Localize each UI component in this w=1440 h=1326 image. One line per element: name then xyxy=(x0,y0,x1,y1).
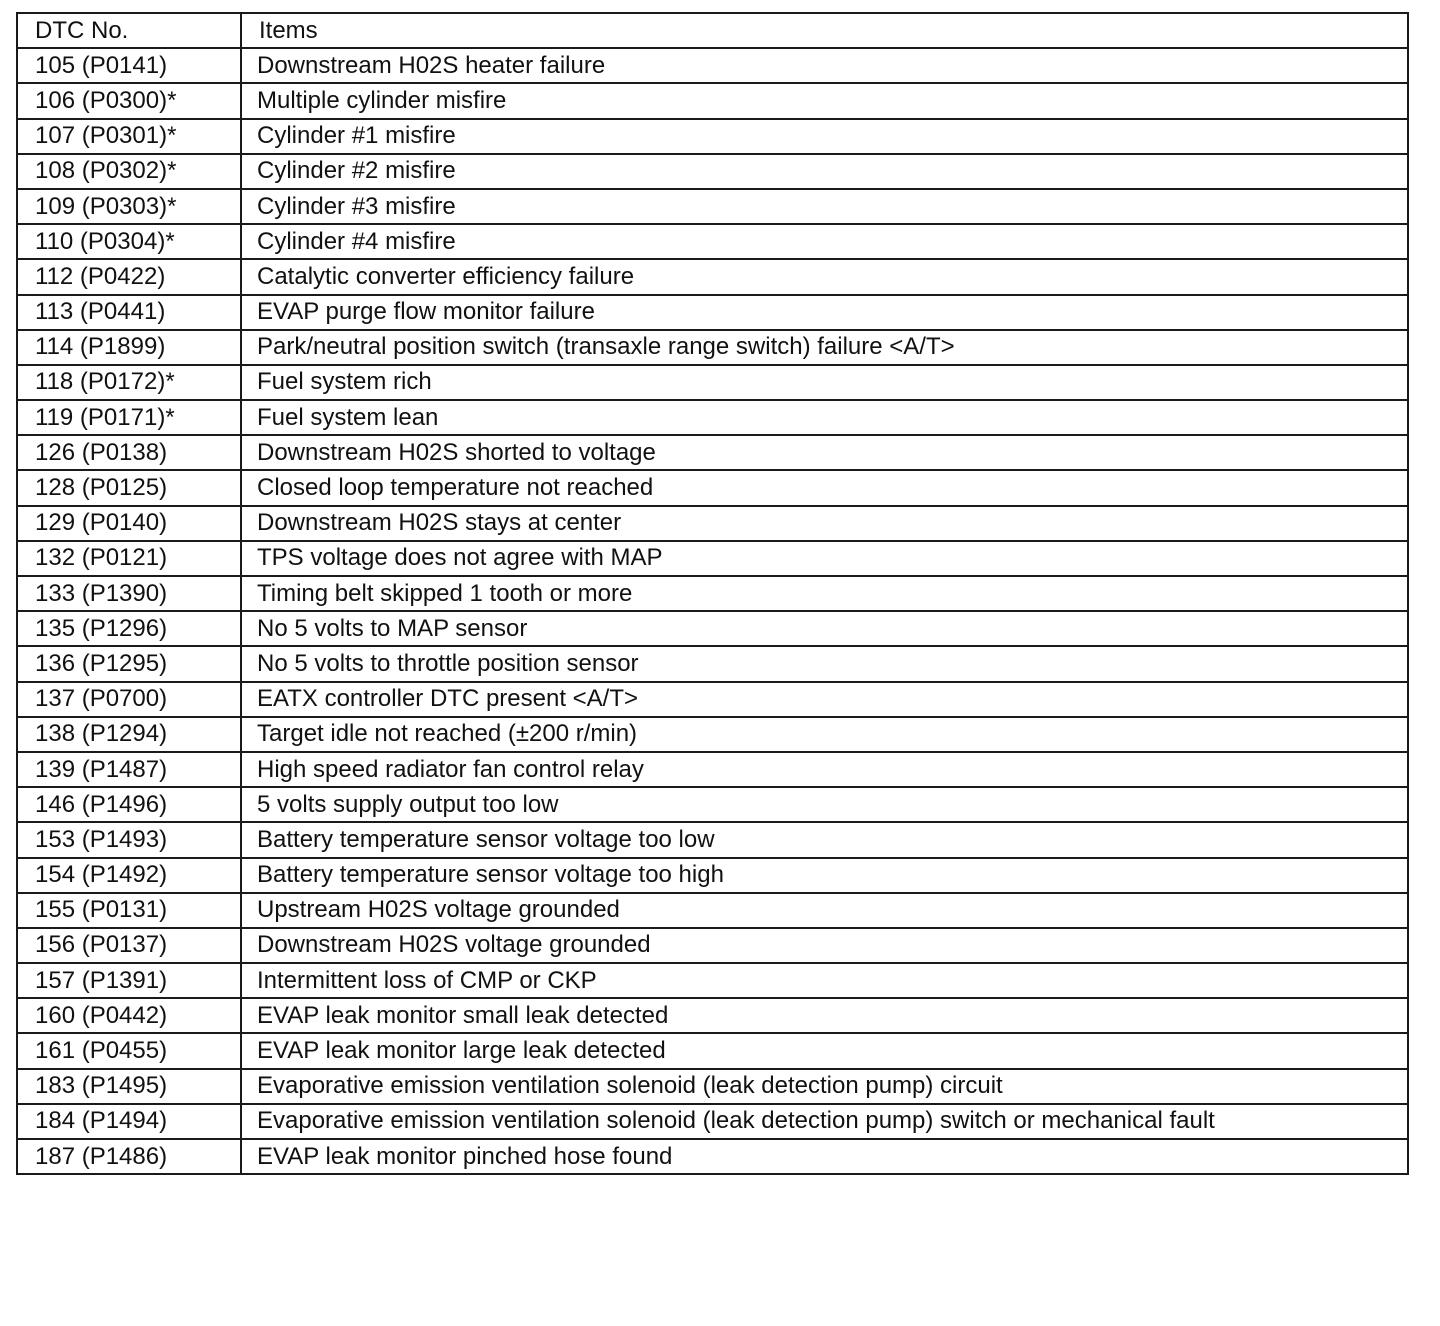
dtc-item-cell: Downstream H02S voltage grounded xyxy=(241,928,1408,963)
dtc-item-cell: Cylinder #3 misfire xyxy=(241,189,1408,224)
dtc-code-cell: 108 (P0302)* xyxy=(17,154,241,189)
dtc-item-cell: Multiple cylinder misfire xyxy=(241,83,1408,118)
dtc-code-cell: 129 (P0140) xyxy=(17,506,241,541)
dtc-code-cell: 139 (P1487) xyxy=(17,752,241,787)
table-row xyxy=(17,541,1408,576)
dtc-item-cell: Cylinder #4 misfire xyxy=(241,224,1408,259)
dtc-item-cell: Closed loop temperature not reached xyxy=(241,470,1408,505)
dtc-item-cell: Intermittent loss of CMP or CKP xyxy=(241,963,1408,998)
dtc-code-cell: 155 (P0131) xyxy=(17,893,241,928)
table-body xyxy=(17,48,1408,1174)
dtc-item-cell: Evaporative emission ventilation solenoid (leak detection pump) circuit xyxy=(241,1069,1408,1104)
dtc-item-cell: Evaporative emission ventilation solenoid (leak detection pump) switch or mechanical fault xyxy=(241,1104,1408,1139)
dtc-item-cell: Downstream H02S heater failure xyxy=(241,48,1408,83)
table-row xyxy=(17,858,1408,893)
table-row xyxy=(17,48,1408,83)
dtc-item-cell: Battery temperature sensor voltage too high xyxy=(241,858,1408,893)
dtc-code-cell: 109 (P0303)* xyxy=(17,189,241,224)
dtc-item-cell: TPS voltage does not agree with MAP xyxy=(241,541,1408,576)
column-header-items: Items xyxy=(241,13,1408,48)
dtc-item-cell: EVAP leak monitor pinched hose found xyxy=(241,1139,1408,1174)
dtc-code-cell: 132 (P0121) xyxy=(17,541,241,576)
table-row xyxy=(17,822,1408,857)
dtc-item-cell: EATX controller DTC present <A/T> xyxy=(241,682,1408,717)
table-row xyxy=(17,119,1408,154)
dtc-code-cell: 160 (P0442) xyxy=(17,998,241,1033)
dtc-code-cell: 114 (P1899) xyxy=(17,330,241,365)
column-header-dtc-no: DTC No. xyxy=(17,13,241,48)
table-header xyxy=(17,13,1408,48)
dtc-code-cell: 107 (P0301)* xyxy=(17,119,241,154)
dtc-code-cell: 154 (P1492) xyxy=(17,858,241,893)
dtc-item-cell: 5 volts supply output too low xyxy=(241,787,1408,822)
dtc-code-cell: 183 (P1495) xyxy=(17,1069,241,1104)
table-row xyxy=(17,1069,1408,1104)
dtc-code-cell: 126 (P0138) xyxy=(17,435,241,470)
dtc-item-cell: EVAP purge flow monitor failure xyxy=(241,295,1408,330)
table-row xyxy=(17,963,1408,998)
dtc-code-cell: 157 (P1391) xyxy=(17,963,241,998)
table-row xyxy=(17,400,1408,435)
dtc-code-cell: 187 (P1486) xyxy=(17,1139,241,1174)
dtc-code-cell: 113 (P0441) xyxy=(17,295,241,330)
dtc-code-cell: 184 (P1494) xyxy=(17,1104,241,1139)
dtc-item-cell: No 5 volts to throttle position sensor xyxy=(241,646,1408,681)
dtc-item-cell: Cylinder #1 misfire xyxy=(241,119,1408,154)
table-row xyxy=(17,576,1408,611)
dtc-code-cell: 128 (P0125) xyxy=(17,470,241,505)
dtc-code-cell: 135 (P1296) xyxy=(17,611,241,646)
table-row xyxy=(17,998,1408,1033)
dtc-item-cell: Fuel system rich xyxy=(241,365,1408,400)
table-row xyxy=(17,154,1408,189)
table-row xyxy=(17,506,1408,541)
dtc-item-cell: Timing belt skipped 1 tooth or more xyxy=(241,576,1408,611)
dtc-item-cell: Downstream H02S shorted to voltage xyxy=(241,435,1408,470)
dtc-item-cell: EVAP leak monitor large leak detected xyxy=(241,1033,1408,1068)
table-row xyxy=(17,435,1408,470)
dtc-item-cell: Battery temperature sensor voltage too low xyxy=(241,822,1408,857)
dtc-code-cell: 138 (P1294) xyxy=(17,717,241,752)
table-row xyxy=(17,1033,1408,1068)
table-row xyxy=(17,224,1408,259)
dtc-code-cell: 153 (P1493) xyxy=(17,822,241,857)
dtc-code-cell: 156 (P0137) xyxy=(17,928,241,963)
dtc-code-cell: 105 (P0141) xyxy=(17,48,241,83)
table-row xyxy=(17,330,1408,365)
table-row xyxy=(17,611,1408,646)
dtc-item-cell: Park/neutral position switch (transaxle range switch) failure <A/T> xyxy=(241,330,1408,365)
dtc-item-cell: Catalytic converter efficiency failure xyxy=(241,259,1408,294)
table-row xyxy=(17,295,1408,330)
table-row xyxy=(17,365,1408,400)
table-row xyxy=(17,83,1408,118)
dtc-code-cell: 119 (P0171)* xyxy=(17,400,241,435)
dtc-item-cell: No 5 volts to MAP sensor xyxy=(241,611,1408,646)
dtc-item-cell: Cylinder #2 misfire xyxy=(241,154,1408,189)
table-row xyxy=(17,646,1408,681)
dtc-code-cell: 133 (P1390) xyxy=(17,576,241,611)
dtc-item-cell: Downstream H02S stays at center xyxy=(241,506,1408,541)
dtc-code-cell: 146 (P1496) xyxy=(17,787,241,822)
dtc-code-cell: 161 (P0455) xyxy=(17,1033,241,1068)
dtc-item-cell: Upstream H02S voltage grounded xyxy=(241,893,1408,928)
table-row xyxy=(17,1139,1408,1174)
table-row xyxy=(17,189,1408,224)
dtc-code-cell: 137 (P0700) xyxy=(17,682,241,717)
dtc-item-cell: EVAP leak monitor small leak detected xyxy=(241,998,1408,1033)
table-row xyxy=(17,928,1408,963)
dtc-code-cell: 118 (P0172)* xyxy=(17,365,241,400)
table-row xyxy=(17,259,1408,294)
table-row xyxy=(17,752,1408,787)
dtc-item-cell: Target idle not reached (±200 r/min) xyxy=(241,717,1408,752)
table-row xyxy=(17,717,1408,752)
dtc-item-cell: Fuel system lean xyxy=(241,400,1408,435)
dtc-table xyxy=(16,12,1409,1175)
table-row xyxy=(17,1104,1408,1139)
table-row xyxy=(17,682,1408,717)
table-row xyxy=(17,470,1408,505)
dtc-code-cell: 112 (P0422) xyxy=(17,259,241,294)
dtc-item-cell: High speed radiator fan control relay xyxy=(241,752,1408,787)
table-row xyxy=(17,787,1408,822)
header-row xyxy=(17,13,1408,48)
table-row xyxy=(17,893,1408,928)
dtc-code-cell: 106 (P0300)* xyxy=(17,83,241,118)
dtc-code-cell: 110 (P0304)* xyxy=(17,224,241,259)
dtc-code-cell: 136 (P1295) xyxy=(17,646,241,681)
